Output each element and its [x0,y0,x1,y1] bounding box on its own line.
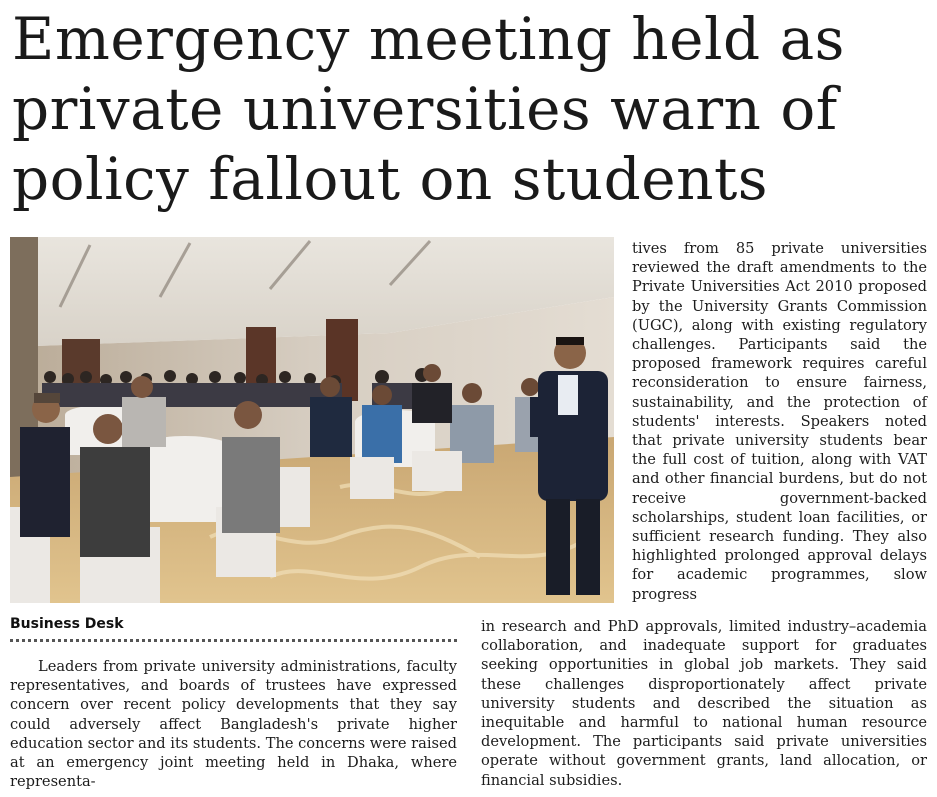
meeting-photo [10,237,614,603]
byline: Business Desk [10,616,124,632]
article-body-right-bottom: in research and PhD approvals, limited industry–academia collaboration, and inadequate support for graduates seeking opportunities in global job markets. They said these challenges disproportionately affect private university students and described the situation as inequitable and harmful to national human resource development. The participants said private universities operate without government grants, land allocation, or financial subsidies. [481,618,927,789]
article-body-left: Leaders from private university administrations, faculty representatives, and boards of trustees have expressed concern over recent policy developments that they say could adversely affect Bangladesh's private higher education sector and its students. The concerns were raised at an emergency joint meeting held in Dhaka, where representa- [10,658,457,791]
byline-divider [10,639,457,642]
article-body-right-top: tives from 85 private universities reviewed the draft amendments to the Private Universities Act 2010 proposed by the University Grants Commission (UGC), along with existing regulatory challenges. Participants said the proposed framework requires careful reconsideration to ensure fairness, sustainability, and the protection of students' interests. Speakers noted that private university students bear the full cost of tuition, along with VAT and other financial burdens, but do not receive government-backed scholarships, student loan facilities, or sufficient research funding. They also highlighted prolonged approval delays for academic programmes, slow progress [632,240,927,603]
headline: Emergency meeting held as private universities warn of policy fallout on students [12,5,845,213]
